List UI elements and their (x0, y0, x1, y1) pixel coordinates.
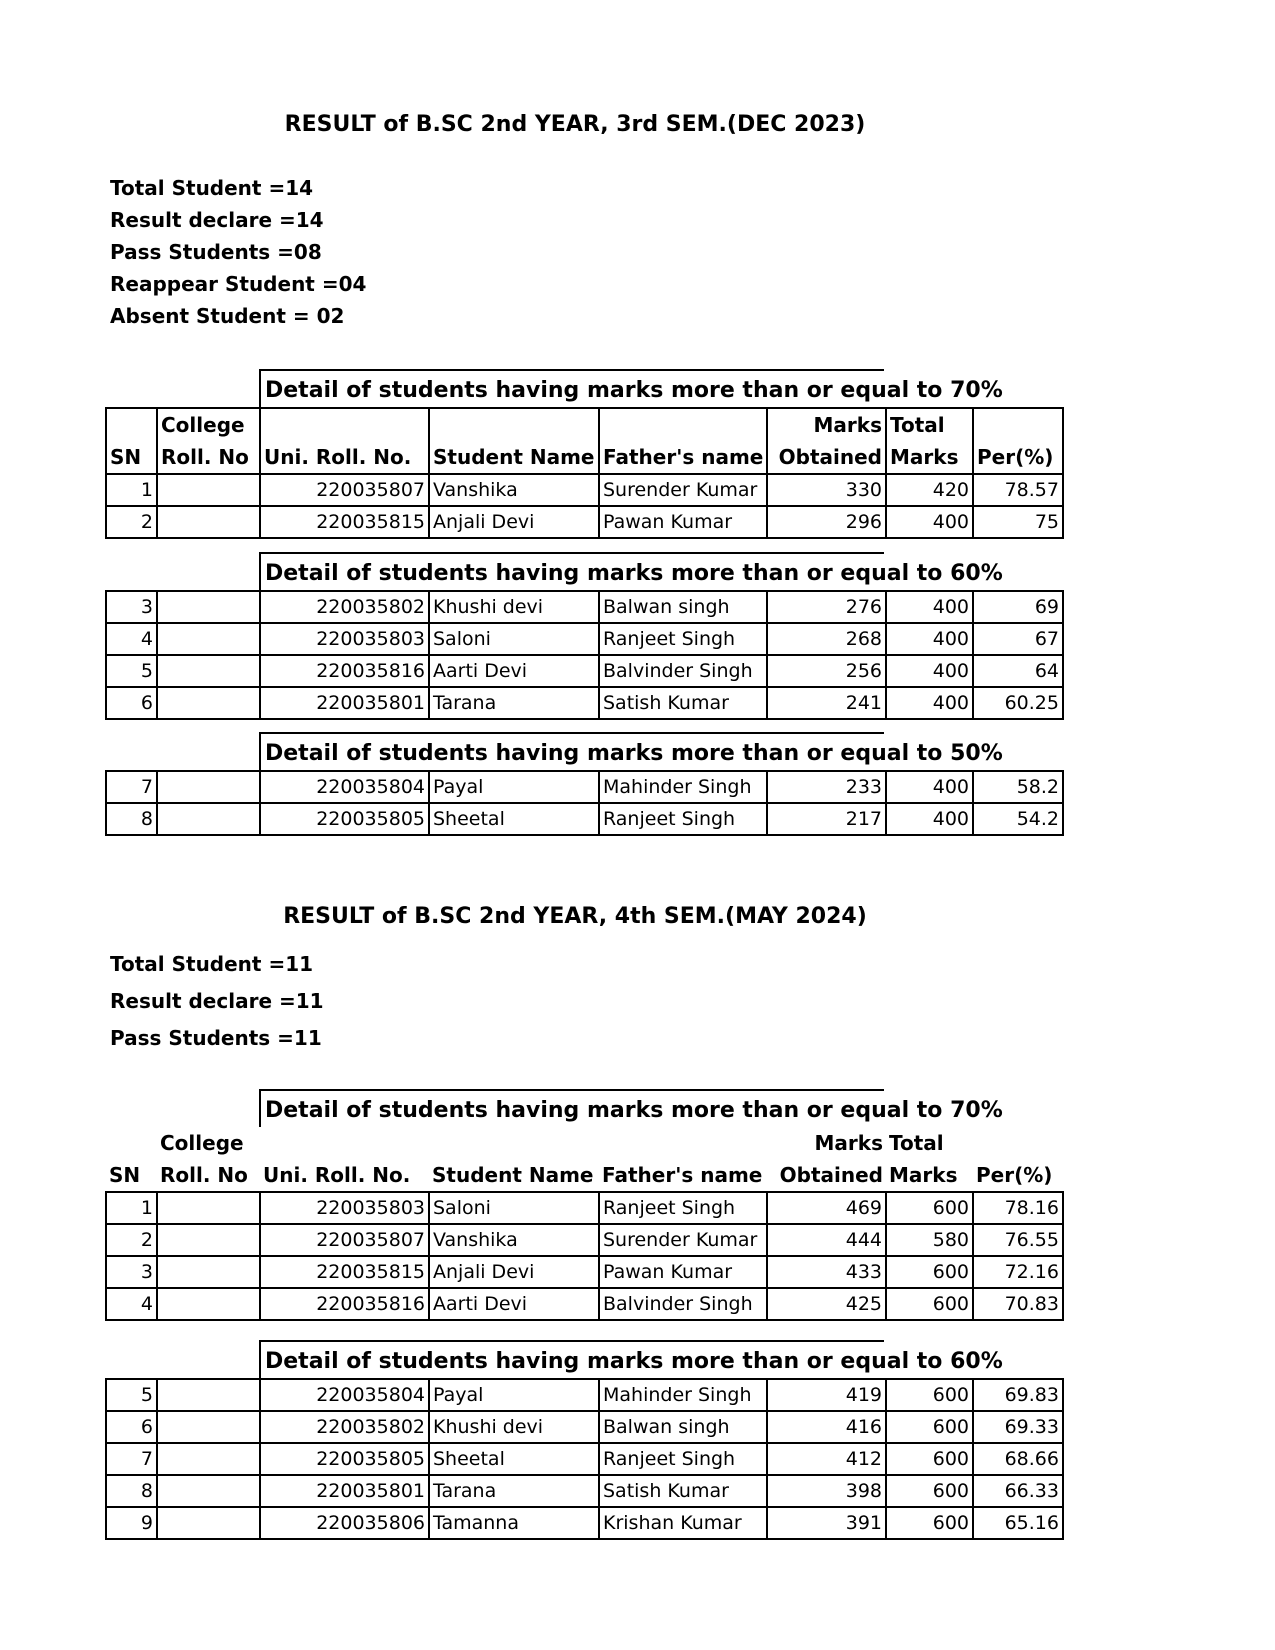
student-name-cell: Khushi devi (429, 1411, 599, 1443)
marks-obtained-cell: 276 (767, 591, 886, 623)
uni-roll-cell: 220035807 (260, 474, 429, 506)
total-marks-cell: 600 (886, 1256, 973, 1288)
father-name-cell: Balwan singh (599, 1411, 767, 1443)
table-row (106, 1507, 1063, 1539)
father-name-cell: Balvinder Singh (599, 1288, 767, 1320)
header-cell: Marks (886, 441, 973, 474)
header-cell: Total (886, 408, 973, 441)
student-name-cell: Saloni (429, 1192, 599, 1224)
uni-roll-cell: 220035815 (260, 506, 429, 538)
total-marks-cell: 400 (886, 623, 973, 655)
table-row (106, 1379, 1063, 1411)
uni-roll-cell: 220035816 (260, 655, 429, 687)
sn-cell: 8 (106, 1475, 157, 1507)
student-name-cell: Sheetal (429, 803, 599, 835)
percentage-cell: 60.25 (973, 687, 1063, 719)
percentage-cell: 69 (973, 591, 1063, 623)
sn-cell: 3 (106, 1256, 157, 1288)
marks-obtained-cell: 412 (767, 1443, 886, 1475)
father-name-cell: Ranjeet Singh (599, 803, 767, 835)
uni-roll-cell: 220035802 (260, 591, 429, 623)
father-name-cell: Mahinder Singh (599, 771, 767, 803)
student-name-cell: Anjali Devi (429, 506, 599, 538)
marks-obtained-cell: 391 (767, 1507, 886, 1539)
father-name-cell: Ranjeet Singh (599, 1443, 767, 1475)
percentage-cell: 58.2 (973, 771, 1063, 803)
college-roll-cell (157, 1475, 260, 1507)
section-title: Detail of students having marks more than or equal to 70% (259, 369, 884, 407)
header-cell: Total (889, 1131, 944, 1155)
sn-cell: 5 (106, 655, 157, 687)
stat-pass-students: Pass Students =11 (110, 1026, 322, 1050)
header-row (106, 1159, 1063, 1192)
college-roll-cell (157, 591, 260, 623)
father-name-cell: Satish Kumar (599, 687, 767, 719)
header-cell (260, 1127, 429, 1159)
percentage-cell: 70.83 (973, 1288, 1063, 1320)
sem4-title: RESULT of B.SC 2nd YEAR, 4th SEM.(MAY 2024) (283, 904, 867, 929)
header-cell: Student Name (429, 441, 599, 474)
college-roll-cell (157, 1411, 260, 1443)
college-roll-cell (157, 655, 260, 687)
marks-obtained-cell: 433 (767, 1256, 886, 1288)
header-cell (106, 1127, 157, 1159)
table-row (106, 591, 1063, 623)
student-name-cell: Tarana (429, 687, 599, 719)
results-table (105, 590, 1064, 720)
table-row (106, 1192, 1063, 1224)
college-roll-cell (157, 506, 260, 538)
marks-obtained-cell: 425 (767, 1288, 886, 1320)
college-roll-cell (157, 1256, 260, 1288)
student-name-cell: Payal (429, 771, 599, 803)
marks-obtained-cell: 233 (767, 771, 886, 803)
sem3-section-70 (105, 369, 1062, 539)
college-roll-cell (157, 1288, 260, 1320)
total-marks-cell: 600 (886, 1192, 973, 1224)
marks-obtained-cell: 217 (767, 803, 886, 835)
total-marks-cell: 400 (886, 771, 973, 803)
sn-cell: 6 (106, 687, 157, 719)
percentage-cell: 76.55 (973, 1224, 1063, 1256)
sn-cell: 3 (106, 591, 157, 623)
sn-cell: 4 (106, 1288, 157, 1320)
total-marks-cell: 420 (886, 474, 973, 506)
marks-obtained-cell: 469 (767, 1192, 886, 1224)
father-name-cell: Surender Kumar (599, 1224, 767, 1256)
marks-obtained-cell: 268 (767, 623, 886, 655)
table-row (106, 1224, 1063, 1256)
percentage-cell: 75 (973, 506, 1063, 538)
sn-cell: 2 (106, 506, 157, 538)
header-cell: Student Name (432, 1163, 594, 1187)
stat-pass-students: Pass Students =08 (110, 240, 322, 264)
uni-roll-cell: 220035805 (260, 803, 429, 835)
table-row (106, 1443, 1063, 1475)
percentage-cell: 66.33 (973, 1475, 1063, 1507)
sem4-section-70 (105, 1089, 1062, 1321)
stat-result-declare: Result declare =11 (110, 989, 324, 1013)
father-name-cell: Balvinder Singh (599, 655, 767, 687)
college-roll-cell (157, 1379, 260, 1411)
total-marks-cell: 400 (886, 655, 973, 687)
table-row (106, 687, 1063, 719)
uni-roll-cell: 220035802 (260, 1411, 429, 1443)
student-name-cell: Aarti Devi (429, 655, 599, 687)
table-row (106, 803, 1063, 835)
table-row (106, 655, 1063, 687)
header-cell (599, 1127, 767, 1159)
total-marks-cell: 600 (886, 1379, 973, 1411)
stat-reappear-student: Reappear Student =04 (110, 272, 367, 296)
student-name-cell: Aarti Devi (429, 1288, 599, 1320)
sem3-section-50 (105, 732, 1062, 836)
percentage-cell: 72.16 (973, 1256, 1063, 1288)
header-cell: Obtained (767, 441, 886, 474)
father-name-cell: Ranjeet Singh (599, 1192, 767, 1224)
table-row (106, 1475, 1063, 1507)
student-name-cell: Tarana (429, 1475, 599, 1507)
percentage-cell: 65.16 (973, 1507, 1063, 1539)
header-cell (106, 408, 157, 441)
header-cell (973, 1127, 1063, 1159)
total-marks-cell: 600 (886, 1411, 973, 1443)
uni-roll-cell: 220035804 (260, 1379, 429, 1411)
header-cell: Father's name (602, 1163, 763, 1187)
college-roll-cell (157, 803, 260, 835)
stat-total-student: Total Student =14 (110, 176, 314, 200)
total-marks-cell: 400 (886, 591, 973, 623)
total-marks-cell: 400 (886, 803, 973, 835)
table-row (106, 1288, 1063, 1320)
percentage-cell: 69.83 (973, 1379, 1063, 1411)
total-marks-cell: 600 (886, 1443, 973, 1475)
header-row (106, 441, 1063, 474)
marks-obtained-cell: 444 (767, 1224, 886, 1256)
percentage-cell: 78.57 (973, 474, 1063, 506)
percentage-cell: 54.2 (973, 803, 1063, 835)
marks-obtained-cell: 256 (767, 655, 886, 687)
stat-result-declare: Result declare =14 (110, 208, 324, 232)
header-cell: Marks (814, 1131, 883, 1155)
college-roll-cell (157, 1192, 260, 1224)
uni-roll-cell: 220035816 (260, 1288, 429, 1320)
uni-roll-cell: 220035804 (260, 771, 429, 803)
header-cell: Father's name (599, 441, 767, 474)
sem4-stats (110, 946, 324, 1057)
student-name-cell: Khushi devi (429, 591, 599, 623)
header-row (106, 408, 1063, 441)
sem3-stats (110, 172, 366, 332)
header-cell (429, 1127, 599, 1159)
sn-cell: 4 (106, 623, 157, 655)
sem4-section-60 (105, 1340, 1062, 1540)
sem3-title: RESULT of B.SC 2nd YEAR, 3rd SEM.(DEC 2023) (284, 112, 866, 137)
father-name-cell: Pawan Kumar (599, 506, 767, 538)
college-roll-cell (157, 623, 260, 655)
header-row (106, 1127, 1063, 1159)
stat-total-student: Total Student =11 (110, 952, 314, 976)
college-roll-cell (157, 1224, 260, 1256)
marks-obtained-cell: 398 (767, 1475, 886, 1507)
student-name-cell: Vanshika (429, 474, 599, 506)
sn-cell: 5 (106, 1379, 157, 1411)
sn-cell: 1 (106, 1192, 157, 1224)
uni-roll-cell: 220035805 (260, 1443, 429, 1475)
sn-cell: 7 (106, 1443, 157, 1475)
father-name-cell: Pawan Kumar (599, 1256, 767, 1288)
student-name-cell: Anjali Devi (429, 1256, 599, 1288)
sn-cell: 2 (106, 1224, 157, 1256)
marks-obtained-cell: 419 (767, 1379, 886, 1411)
header-cell: SN (106, 441, 157, 474)
header-cell: Uni. Roll. No. (263, 1163, 411, 1187)
uni-roll-cell: 220035803 (260, 623, 429, 655)
results-table (105, 407, 1064, 539)
percentage-cell: 68.66 (973, 1443, 1063, 1475)
sn-cell: 8 (106, 803, 157, 835)
header-cell: Per(%) (976, 1163, 1053, 1187)
total-marks-cell: 400 (886, 506, 973, 538)
percentage-cell: 67 (973, 623, 1063, 655)
table-row (106, 623, 1063, 655)
total-marks-cell: 400 (886, 687, 973, 719)
uni-roll-cell: 220035815 (260, 1256, 429, 1288)
student-name-cell: Vanshika (429, 1224, 599, 1256)
results-table (105, 770, 1064, 836)
section-title: Detail of students having marks more than or equal to 50% (259, 732, 884, 770)
header-cell (260, 408, 429, 441)
section-title: Detail of students having marks more than or equal to 60% (259, 552, 884, 590)
student-name-cell: Payal (429, 1379, 599, 1411)
college-roll-cell (157, 687, 260, 719)
header-cell: Roll. No (157, 441, 260, 474)
section-title: Detail of students having marks more than or equal to 60% (259, 1340, 884, 1378)
sn-cell: 1 (106, 474, 157, 506)
sn-cell: 9 (106, 1507, 157, 1539)
header-cell: Obtained (779, 1163, 883, 1187)
marks-obtained-cell: 296 (767, 506, 886, 538)
college-roll-cell (157, 1443, 260, 1475)
percentage-cell: 78.16 (973, 1192, 1063, 1224)
father-name-cell: Krishan Kumar (599, 1507, 767, 1539)
results-table (105, 1378, 1064, 1540)
student-name-cell: Tamanna (429, 1507, 599, 1539)
father-name-cell: Mahinder Singh (599, 1379, 767, 1411)
table-row (106, 506, 1063, 538)
percentage-cell: 69.33 (973, 1411, 1063, 1443)
uni-roll-cell: 220035803 (260, 1192, 429, 1224)
uni-roll-cell: 220035801 (260, 1475, 429, 1507)
stat-absent-student: Absent Student = 02 (110, 304, 345, 328)
total-marks-cell: 580 (886, 1224, 973, 1256)
father-name-cell: Ranjeet Singh (599, 623, 767, 655)
header-cell: Marks (889, 1163, 958, 1187)
father-name-cell: Balwan singh (599, 591, 767, 623)
header-cell (973, 408, 1063, 441)
header-cell: SN (109, 1163, 141, 1187)
sn-cell: 6 (106, 1411, 157, 1443)
section-title: Detail of students having marks more than or equal to 70% (259, 1089, 884, 1127)
table-row (106, 474, 1063, 506)
sem3-section-60 (105, 552, 1062, 720)
table-row (106, 1256, 1063, 1288)
uni-roll-cell: 220035806 (260, 1507, 429, 1539)
header-cell: College (160, 1131, 244, 1155)
header-cell: Roll. No (160, 1163, 248, 1187)
total-marks-cell: 600 (886, 1475, 973, 1507)
table-row (106, 1411, 1063, 1443)
header-cell: Per(%) (973, 441, 1063, 474)
father-name-cell: Surender Kumar (599, 474, 767, 506)
college-roll-cell (157, 474, 260, 506)
sn-cell: 7 (106, 771, 157, 803)
table-row (106, 771, 1063, 803)
father-name-cell: Satish Kumar (599, 1475, 767, 1507)
marks-obtained-cell: 241 (767, 687, 886, 719)
uni-roll-cell: 220035801 (260, 687, 429, 719)
student-name-cell: Sheetal (429, 1443, 599, 1475)
marks-obtained-cell: 330 (767, 474, 886, 506)
total-marks-cell: 600 (886, 1507, 973, 1539)
college-roll-cell (157, 1507, 260, 1539)
uni-roll-cell: 220035807 (260, 1224, 429, 1256)
college-roll-cell (157, 771, 260, 803)
header-cell: Uni. Roll. No. (260, 441, 429, 474)
results-table (105, 1127, 1064, 1321)
percentage-cell: 64 (973, 655, 1063, 687)
total-marks-cell: 600 (886, 1288, 973, 1320)
header-cell (599, 408, 767, 441)
header-cell: College (157, 408, 260, 441)
header-cell (429, 408, 599, 441)
marks-obtained-cell: 416 (767, 1411, 886, 1443)
student-name-cell: Saloni (429, 623, 599, 655)
header-cell: Marks (767, 408, 886, 441)
